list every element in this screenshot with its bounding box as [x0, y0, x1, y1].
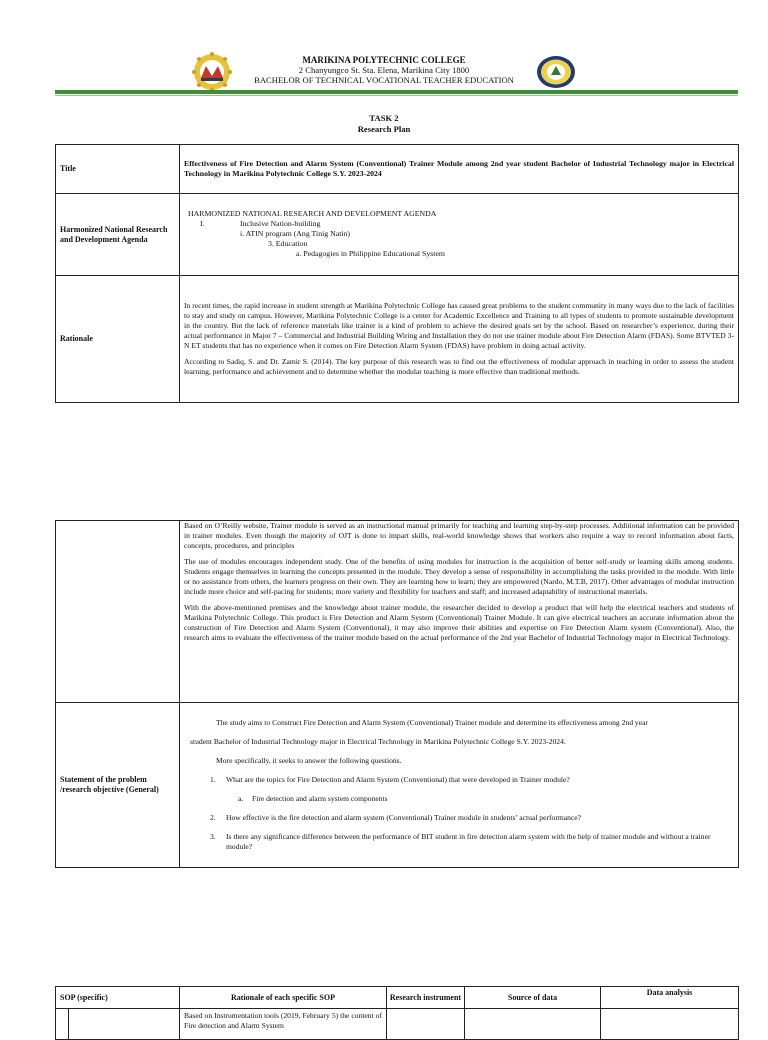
sop-intro: The study aims to Construct Fire Detection and Alarm System (Conventional) Trainer module and determine its effectiveness among 2nd year [216, 718, 648, 727]
sop-question-num: 3. [210, 832, 216, 841]
task-number: TASK 2 [369, 113, 399, 123]
program-seal-logo [536, 55, 576, 89]
column-header: Data analysis [601, 987, 739, 1009]
title-label: Title [56, 145, 180, 194]
sop-question-1a [184, 794, 734, 804]
sop-source-cell [465, 1009, 601, 1040]
rationale-value [180, 276, 739, 403]
column-header: Research instrument [387, 987, 465, 1009]
rationale-label: Rationale [56, 276, 180, 403]
research-plan-table-continued [55, 520, 739, 868]
agenda-level-3: 3. Education [268, 239, 308, 248]
agenda-level-1-text: Inclusive Nation-building [240, 219, 321, 228]
sop-question-num: a. [238, 794, 244, 803]
sop-label: Statement of the problem /research objective (General) [56, 703, 180, 868]
sop-row [56, 703, 739, 868]
sop-specific-table [55, 986, 739, 1040]
college-address: 2 Chanyungco St. Sta. Elena, Marikina City 1800 [298, 65, 470, 75]
task-heading [0, 113, 768, 135]
college-seal-logo [190, 52, 234, 92]
nested-cell-border [68, 1009, 179, 1039]
title-row [56, 145, 739, 194]
agenda-row [56, 194, 739, 276]
sop-question-text: Fire detection and alarm system components [252, 794, 388, 803]
column-header: SOP (specific) [56, 987, 180, 1009]
sop-table-row [56, 1009, 739, 1040]
sop-instrument-cell [387, 1009, 465, 1040]
agenda-heading: HARMONIZED NATIONAL RESEARCH AND DEVELOPMENT AGENDA [188, 209, 437, 218]
rationale-paragraph: In recent times, the rapid increase in student strength at Marikina Polytechnic College has caused great problems to the student community in many ways due to the lack of facilities to stay and study on campus. However, Marikina Polytechnic College is a center for Academic Excellence and Training to all types of students to promote sustainable development in the country. But the lack of reference materials like trainer is a kind of problem to achieve the desired goals set by the school. Based on researcher’s experience, during their actual performance in Major 7 – Commercial and Industrial Building Wiring and Installation they do not use trainer module about Fire Detection Alarm (FDAS). Some BTVTED 3-N ET students that has no experience when it comes on Fire Detection Alarm System (FDAS) have problem in doing actual activity. [184, 301, 734, 350]
agenda-level-2: i. ATIN program (Ang Tinig Natin) [240, 229, 351, 238]
column-header: Rationale of each specific SOP [180, 987, 387, 1009]
document-header [0, 48, 768, 96]
sop-question-1 [184, 775, 734, 785]
rationale-paragraph: The use of modules encourages independent study. One of the benefits of using modules for instruction is the acquisition of better self-study or learning skills among students. Students engage themselves in learning the concepts presented in the module. They develop a sense of responsibility in accomplishing the tasks provided in the module. With little or no assistance from others, the learners progress on their own. They are learning how to learn; they are empowered (Nardo, M.T.B, 2017). Other advantages of modular instruction include more choice and self-pacing for students; more variety and flexibility for teachers and staff; and increased adaptability of instructional materials. [184, 557, 734, 596]
agenda-level-1 [184, 219, 734, 229]
college-name: MARIKINA POLYTECHNIC COLLEGE [302, 55, 466, 65]
header-text [230, 55, 538, 85]
rationale-row [56, 276, 739, 403]
agenda-level-1-num: I. [200, 219, 205, 228]
sop-intro-specific: More specifically, it seeks to answer the following questions. [216, 756, 402, 765]
task-title: Research Plan [357, 124, 411, 134]
header-rule [55, 90, 738, 94]
sop-rationale-cell: Based on Instrumentation tools (2019, February 5) the content of Fire detection and Alarm System [180, 1009, 387, 1040]
sop-question-num: 1. [210, 775, 216, 784]
sop-question-text: What are the topics for Fire Detection and Alarm System (Conventional) that were developed in Trainer module? [226, 775, 570, 784]
sop-question-text: How effective is the fire detection and alarm system (Conventional) Trainer module in students’ actual performance? [226, 813, 582, 822]
sop-cell [56, 1009, 180, 1040]
sop-intro-continued: student Bachelor of Industrial Technology major in Electrical Technology in Marikina Polytechnic College S.Y. 2023-2024. [190, 737, 566, 746]
sop-question-3 [184, 832, 734, 852]
empty-label-cell [56, 521, 180, 703]
research-plan-table [55, 144, 739, 403]
sop-question-2 [184, 813, 734, 823]
rationale-paragraph: Based on O’Reilly website, Trainer module is served as an instructional manual primarily for teaching and learning step-by-step processes. Additional information can be provided in trainer modules. Even though the majority of OJT is done to impart skills, real-world knowledge shows that workers also require a way to record information about facts, concepts, procedures, and principles [184, 521, 734, 550]
rationale-paragraph: According to Sadiq, S. and Dr. Zamir S. (2014). The key purpose of this research was to find out the effectiveness of modular approach in teaching in order to assess the student learning, performance and achievement and to determine whether the modular teaching is more effective than traditional methods. [184, 357, 734, 376]
title-value: Effectiveness of Fire Detection and Alarm System (Conventional) Trainer Module among 2nd year student Bachelor of Industrial Technology major in Electrical Technology in Marikina Polytechnic College S.Y. 2023-2024 [180, 145, 739, 194]
agenda-value [180, 194, 739, 276]
agenda-level-4: a. Pedagogies in Philippine Educational System [296, 249, 445, 258]
sop-analysis-cell [601, 1009, 739, 1040]
sop-question-num: 2. [210, 813, 216, 822]
rationale-continued-row [56, 521, 739, 703]
sop-table-header-row [56, 987, 739, 1009]
rationale-continued-value [180, 521, 739, 703]
rationale-paragraph: With the above-mentioned premises and the knowledge about trainer module, the researcher decided to develop a product that will help the electrical teachers and students of Marikina Polytechnic College. This product is Fire Detection and Alarm System (Conventional) Trainer Module. It can give electrical teachers an accurate information about the construction of Fire Detection and Alarm System (Conventional), it may also improve their abilities and expertise on Fire Detection Alarm system (Conventional). Also, the research aims to evaluate the effectiveness of the trainer module based on the actual performance of the 2nd year Bachelor of Industrial Technology major in Electrical Technology. [184, 603, 734, 642]
agenda-label: Harmonized National Research and Development Agenda [56, 194, 180, 276]
sop-value [180, 703, 739, 868]
sop-question-text: Is there any significance difference between the performance of BIT student in fire detection alarm system with the help of trainer module and without a trainer module? [226, 832, 711, 851]
program-name: BACHELOR OF TECHNICAL VOCATIONAL TEACHER EDUCATION [254, 75, 514, 85]
column-header: Source of data [465, 987, 601, 1009]
header-rule-thin [55, 95, 738, 96]
